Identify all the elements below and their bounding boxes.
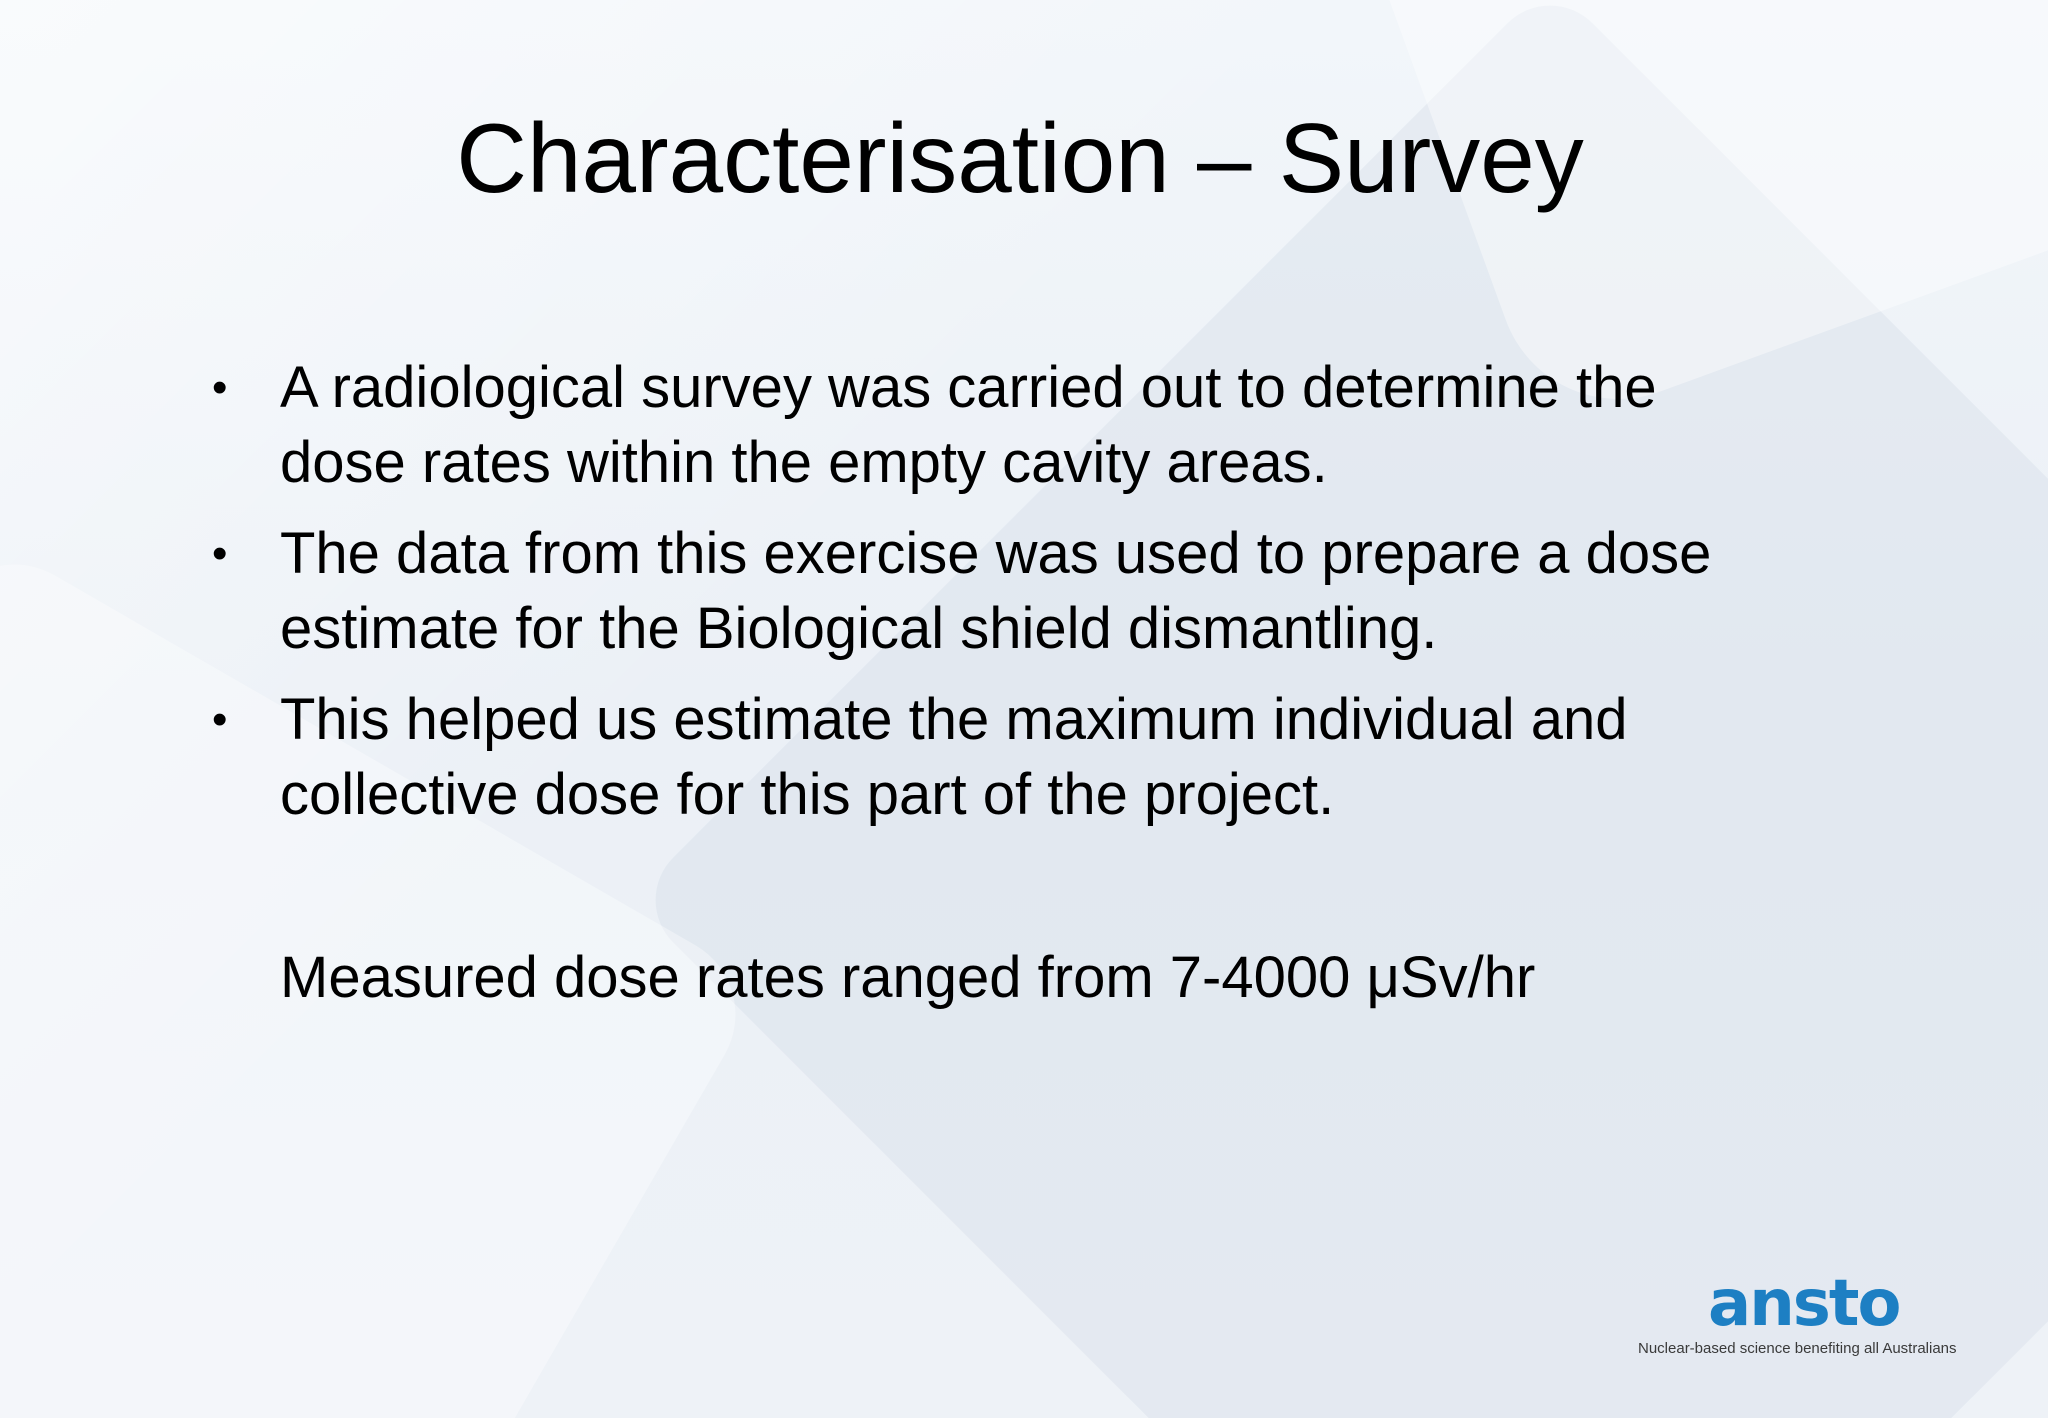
bullet-list	[200, 350, 1740, 848]
slide-title: Characterisation – Survey	[456, 103, 1584, 213]
bullet-text: The data from this exercise was used to prepare a dose estimate for the Biological shield dismantling.	[280, 521, 1712, 661]
logo-tagline: Nuclear-based science benefiting all Australians	[1638, 1340, 1957, 1357]
bullet-item	[200, 350, 1740, 500]
bullet-item	[200, 516, 1740, 666]
bullet-text: This helped us estimate the maximum individual and collective dose for this part of the project.	[280, 687, 1628, 827]
dose-rate-note: Measured dose rates ranged from 7-4000 μSv/hr	[280, 945, 1536, 1010]
bullet-text: A radiological survey was carried out to determine the dose rates within the empty cavity areas.	[280, 355, 1657, 495]
bullet-marker: •	[212, 529, 228, 578]
ansto-logo	[1630, 1267, 2010, 1362]
bullet-marker: •	[212, 363, 228, 412]
bullet-item	[200, 682, 1740, 832]
bullet-marker: •	[212, 695, 228, 744]
logo-wordmark: ansto	[1708, 1267, 1900, 1341]
